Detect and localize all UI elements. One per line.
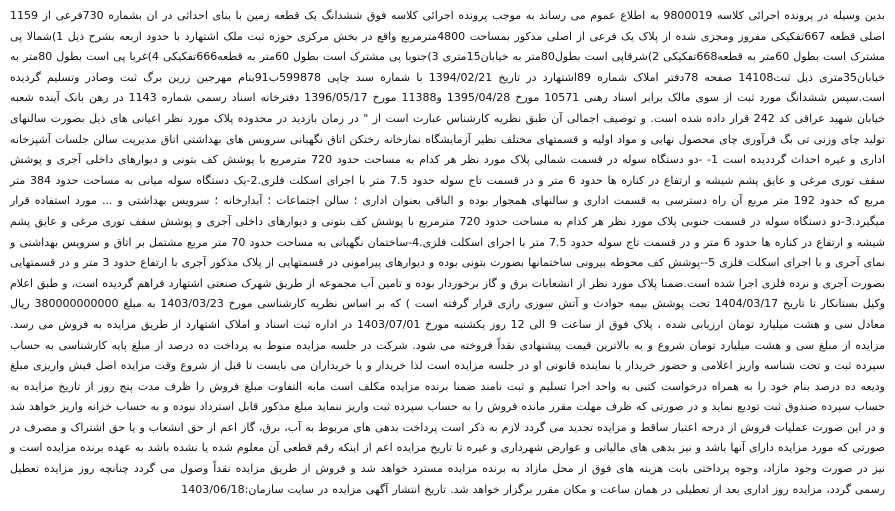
auction-notice-text: بدین وسیله در پرونده اجرائی کلاسه 9800019 به اطلاع عموم می رساند به موجب پرونده اجرائی کلاسه فوق ششدانگ یک قطعه زمین با بنای احداثی در ان بشماره 730فرعی از 1159 اصلی قطعه 667تفکیکی مفروز ومجزی شده از پلاک یک فرعی از اصلی مذکور بمساحت 4800مترمربع واقع در بخش مرکزی حوزه ثبت ملک اشتهارد با حدود اربعه بشرح ذیل 1)شمالا پی مشترک است بطول 60متر به قطعه668تفکیکی 2)شرقاپی است بطول80متر به خیابان15متری 3)جنوبا پی مشترک است بطول 60متر به قطعه666تفکیکی 4)غربا پی است بطول 80متر به خیابان35متری ذیل ثبت14108 صفحه 78دفتر املاک شماره 89اشتهارد در تاریخ 1394/02/21 با شماره سند چاپی 599878ب91بنام مهرجین زرین برگ ثبت وصادر وتسلیم گردیده است.سپس ششدانگ مورد ثبت از سوی مالک برابر اسناد رهنی 10571 مورخ 1395/04/28 و11388 مورخ 1396/05/17 دفترخانه اسناد رسمی شماره 1143 در رهن بانک آینده شعبه خیابان شهید عراقی کد 242 قرار داده شده است. و توصیف اجمالی آن طبق نظریه کارشناس عبارت است از " در زمان بازدید در محدوده پلاک مورد نظر اعیانی های ذیل بصورت سالنهای تولید چای وزنی تی بگ فرآوری چای محصول نهایی و مواد اولیه و قسمتهای مختلف نظیر آزمایشگاه نمازخانه رختکن اتاق نگهبانی سرویس های بهداشتی اتاق مدیریت سالن جلسات آشپزخانه اداری و غیره احداث گرددیده است 1- -دو دستگاه سوله در قسمت شمالی پلاک مورد نظر هر کدام به مساحت حدود 720 مترمربع با پوشش کف بتونی و دیوارهای داخلی آجری و پوشش سقف توری مرغی و عایق پشم شیشه و ارتفاع در کناره ها حدود 6 متر و در قسمت تاج سوله حدود 7.5 متر با اجرای اسکلت فلزی.2-یک دستگاه سوله میانی به مساحت حدود 384 متر مربع که حدود 192 متر مربع آن راه دسترسی به قسمت اداری و سالنهای همجوار بوده و الباقی بعنوان اداری ؛ سالن اجتماعات ؛ آبدارخانه ؛ سرویس بهداشتی و ... مورد استفاده قرار میگیرد.3-دو دستگاه سوله در قسمت جنوبی پلاک مورد نظر هر کدام به مساحت حدود 720 مترمربع با پوشش کف بتونی و دیوارهای داخلی آجری و پوشش سقف توری مرغی و عایق پشم شیشه و ارتفاع در کناره ها حدود 6 متر و در قسمت تاج سوله حدود 7.5 متر با اجرای اسکلت فلزی.4-ساختمان نگهبانی به مساحت حدود 70 متر مربع مشتمل بر اتاق و سرویس بهداشتی و نمای آجری و با اجرای اسکلت فلزی 5--پوشش کف محوطه بیرونی ساختمانها بصورت بتونی بوده و دیوارهای پیرامونی در قسمتهایی از پلاک مذکور آجری با ارتفاع حدود 3 متر و در قسمتهایی بصورت آجری و نرده فلزی اجرا شده است.ضمنا پلاک مورد نظر از انشعابات برق و گاز برخوردار بوده و تامین آب مجموعه از طریق شهرک صنعتی اشتهارد فراهم گردیده است، و طبق اعلام وکیل بستانکار تا تاریخ 1404/03/17 تحت پوشش بیمه حوادث و آتش سوزی رازی قرار گرفته است ) که بر اساس نظریه کارشناسی مورخ 1403/03/23 به مبلغ 380000000000 ریال معادل سی و هشت میلیارد تومان ارزیابی شده ، پلاک فوق از ساعت 9 الی 12 روز یکشنبه مورخ 1403/07/01 در اداره ثبت اسناد و املاک اشتهارد از طریق مزایده به فروش می رسد. مزایده از مبلغ سی و هشت میلیارد تومان شروع و به بالاترین قیمت پیشنهادی نقداً فروخته می شود. شرکت در جلسه مزایده منوط به پرداخت ده درصد از مبلغ پایه کارشناسی به حساب سپرده ثبت و تحت شناسه واریز اعلامی و حضور خریدار یا نماینده قانونی او در جلسه مزایده است لذا خریدار و یا خریداران می بایست تا قبل از شروع وقت مزایده اصل فیش واریزی مبلغ ودیعه ده درصد بنام خود را به همراه درخواست کتبی به واحد اجرا تسلیم و ثبت نامند ضمنا برنده مزایده مکلف است مابه التفاوت مبلغ فروش را ظرف مدت پنج روز از تاریخ مزایده به حساب سپرده صندوق ثبت تودیع نماید و در صورتی که ظرف مهلت مقرر مانده فروش را به حساب سپرده ثبت واریز ننماید مبلغ مذکور قابل استرداد نبوده و به حساب خزانه واریز خواهد شد و در این صورت عملیات فروش از درجه اعتبار ساقط و مزایده تجدید می گردد لازم به ذکر است پرداخت بدهی های مربوط به آب، برق، گاز اعم از حق انشعاب و یا حق اشتراک و مصرف در صورتی که مورد مزایده دارای آنها باشد و نیز بدهی های مالیاتی و عوارض شهرداری و غیره تا تاریخ مزایده اعم از اینکه رقم قطعی آن معلوم شده یا نشده باشد به عهده برنده مزایده است و نیز در صورت وجود مازاد، وجوه پرداختی بابت هزینه های فوق از محل مازاد به برنده مزایده مسترد خواهد شد و فروش از طریق مزایده نقداً وصول می گردد چنانچه روز مزایده تعطیل رسمی گردد، مزایده روز اداری بعد از تعطیلی در همان ساعت و مکان مقرر برگزار خواهد شد. تاریخ انتشار آگهی مزایده در سایت سازمان:1403/06/18 bbox=[10, 9, 886, 496]
